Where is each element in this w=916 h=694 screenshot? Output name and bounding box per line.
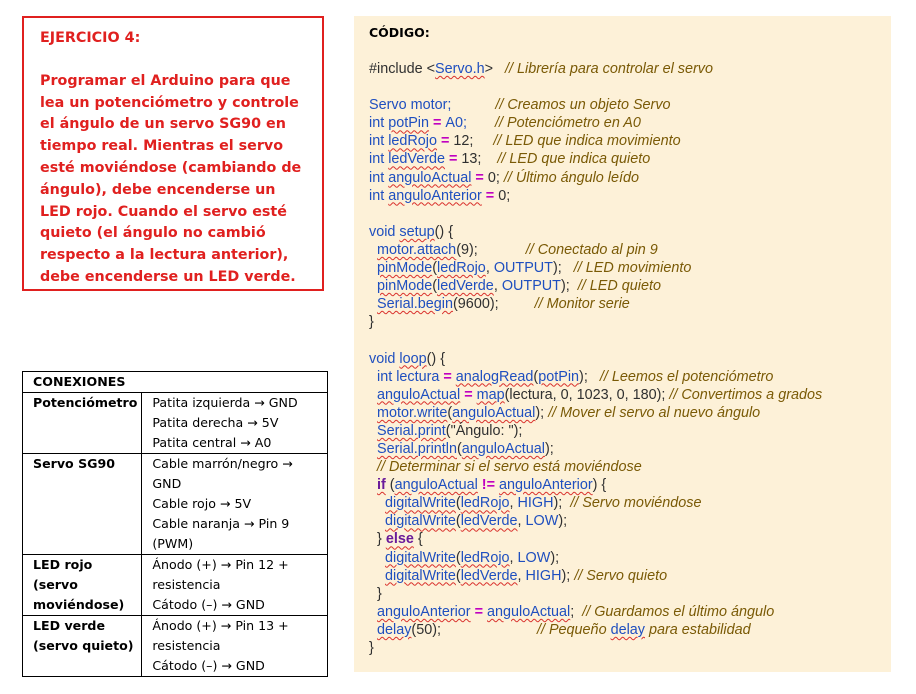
code-token: Servo.h <box>435 61 485 77</box>
code-token: digitalWrite <box>385 567 456 584</box>
code-token: // LED movimiento <box>573 260 692 277</box>
code-token <box>369 568 385 584</box>
code-line <box>369 223 822 241</box>
code-token: // Pequeño <box>536 621 611 638</box>
code-line <box>369 169 822 187</box>
code-line <box>369 512 822 530</box>
code-token: LOW <box>517 549 551 566</box>
connection-row <box>23 616 328 677</box>
code-token: , <box>509 495 518 512</box>
code-token: int lectura <box>377 368 440 385</box>
code-line <box>369 386 822 404</box>
code-token: = <box>439 368 456 385</box>
connection-wiring <box>142 555 328 616</box>
code-token: anguloActual <box>388 169 472 186</box>
code-token: A0; <box>445 115 468 132</box>
code-line <box>369 150 822 168</box>
code-token: LOW <box>525 513 559 530</box>
code-token: = <box>481 187 499 204</box>
code-line <box>369 350 822 368</box>
code-token: 0; <box>498 187 511 204</box>
code-line <box>369 60 822 78</box>
code-line <box>369 476 822 494</box>
code-token: ( <box>455 495 461 512</box>
code-line <box>369 494 822 512</box>
code-token: digitalWrite <box>385 513 456 530</box>
code-token: int <box>369 115 389 132</box>
code-token: , <box>509 549 518 566</box>
code-token: int <box>369 169 389 186</box>
code-token <box>369 242 377 258</box>
code-token: potPin <box>538 368 580 385</box>
code-token <box>369 550 385 566</box>
code-token: OUTPUT <box>501 278 561 295</box>
code-token: HIGH <box>517 495 554 512</box>
code-token: motor.write <box>377 404 448 421</box>
code-token: ( <box>455 549 461 566</box>
code-line <box>369 96 822 114</box>
code-token: , <box>493 278 502 295</box>
code-token: } <box>369 314 374 331</box>
wiring-line: Ánodo (+) → Pin 13 + resistencia <box>152 618 289 653</box>
code-token: // Potenciómetro en A0 <box>495 115 641 132</box>
code-panel <box>354 16 891 672</box>
code-line <box>369 331 822 349</box>
code-token: ); <box>561 567 575 584</box>
code-token <box>369 405 377 421</box>
code-token: (lectura, 0, 1023, 0, 180); <box>504 386 670 403</box>
code-token: ); <box>535 404 549 421</box>
code-token: // Servo moviéndose <box>570 495 702 512</box>
code-token: 12; <box>453 133 494 150</box>
code-line <box>369 187 822 205</box>
code-line <box>369 458 822 476</box>
code-line <box>369 440 822 458</box>
code-token: ( <box>385 477 395 494</box>
code-token <box>369 387 377 403</box>
code-token: anguloActual <box>487 603 571 620</box>
code-token <box>369 513 385 529</box>
code-token: setup <box>399 223 435 240</box>
code-token: ledRojo <box>437 260 486 277</box>
code-line <box>369 132 822 150</box>
connection-component: Servo SG90 <box>23 454 142 555</box>
code-token: ( <box>533 368 539 385</box>
code-token: , <box>517 513 526 530</box>
code-token: // LED que indica movimiento <box>493 133 681 150</box>
code-token: pinMode <box>377 260 433 277</box>
wiring-line: Cable marrón/negro → GND <box>152 456 293 491</box>
wiring-line: Patita central → A0 <box>152 435 272 450</box>
code-token <box>467 115 495 131</box>
code-token: void <box>369 350 400 367</box>
code-line <box>369 549 822 567</box>
code-line <box>369 404 822 422</box>
code-line <box>369 422 822 440</box>
code-token: int <box>369 187 389 204</box>
wiring-line: Cable naranja → Pin 9 (PWM) <box>152 516 290 551</box>
code-token: ); <box>550 549 560 566</box>
code-token: void <box>369 223 400 240</box>
connection-row <box>23 454 328 555</box>
code-token: anguloAnterior <box>377 603 471 620</box>
code-token: ledVerde <box>388 151 446 168</box>
code-line <box>369 114 822 132</box>
code-token: anguloActual <box>461 440 546 457</box>
code-token <box>369 260 377 276</box>
code-token: ( <box>455 567 461 584</box>
connection-wiring <box>142 393 328 454</box>
code-token <box>369 441 377 457</box>
code-token: delay <box>610 621 645 638</box>
code-token: HIGH <box>525 567 562 584</box>
code-token: ledRojo <box>460 495 510 512</box>
code-token <box>369 296 377 312</box>
code-token: ledRojo <box>460 549 510 566</box>
code-line <box>369 585 822 603</box>
code-token: // Último ángulo leído <box>503 169 640 186</box>
wiring-line: Cátodo (–) → GND <box>152 597 265 612</box>
code-token: // Convertimos a grados <box>669 386 823 403</box>
code-token: ledVerde <box>460 513 518 530</box>
code-token: // Guardamos el último ángulo <box>582 603 775 620</box>
code-token: ); <box>558 513 568 530</box>
code-line <box>369 78 822 96</box>
code-token <box>369 604 377 620</box>
code-token <box>369 278 377 294</box>
wiring-line: Cátodo (–) → GND <box>152 658 265 673</box>
connection-row <box>23 393 328 454</box>
wiring-line: Patita derecha → 5V <box>152 415 279 430</box>
code-token: ); <box>552 260 574 277</box>
code-line <box>369 567 822 585</box>
connection-row <box>23 555 328 616</box>
code-token: (9600); <box>453 296 535 313</box>
code-token: ( <box>447 404 453 421</box>
code-token: anguloActual <box>452 404 536 421</box>
connection-wiring <box>142 454 328 555</box>
code-token: map <box>476 386 505 403</box>
code-token: ) { <box>592 477 607 494</box>
code-line <box>369 639 822 657</box>
code-token: } <box>369 531 386 548</box>
code-token: { <box>413 531 423 548</box>
code-token: 0; <box>487 169 504 186</box>
code-token: para estabilidad <box>644 621 751 638</box>
code-token: = <box>429 115 446 132</box>
code-token: // Servo quieto <box>574 567 668 584</box>
code-token: (9); <box>456 241 526 258</box>
code-token: () { <box>426 350 446 367</box>
code-token: ( <box>432 278 437 295</box>
code-token: , <box>485 260 494 277</box>
code-token: int <box>369 151 389 168</box>
code-token <box>369 622 377 638</box>
code-line <box>369 295 822 313</box>
connections-header: CONEXIONES <box>23 372 328 393</box>
code-token: analogRead <box>455 368 534 385</box>
code-token: > <box>484 61 506 77</box>
code-token: ); <box>579 368 600 385</box>
code-token: ); <box>553 495 571 512</box>
code-token: // Monitor serie <box>534 296 630 313</box>
code-token: #include < <box>369 61 436 77</box>
connection-component: LED rojo (servo moviéndose) <box>23 555 142 616</box>
code-token: ledVerde <box>437 278 494 295</box>
code-token: = <box>470 603 488 620</box>
code-token: // Conectado al pin 9 <box>525 241 658 258</box>
code-token: // LED que indica quieto <box>497 151 651 168</box>
code-token: = <box>445 151 462 168</box>
code-token: digitalWrite <box>385 549 456 566</box>
code-token <box>369 369 377 385</box>
code-token <box>369 477 377 493</box>
code-line <box>369 368 822 386</box>
code-token: = <box>471 169 488 186</box>
code-block <box>369 60 822 657</box>
code-token: // Mover el servo al nuevo ángulo <box>548 404 761 421</box>
connections-table <box>22 371 328 677</box>
code-token: anguloActual <box>377 386 461 403</box>
code-token: // Determinar si el servo está moviéndose <box>377 459 642 476</box>
code-token: ( <box>432 260 437 277</box>
code-token: ("Ángulo: "); <box>445 422 523 439</box>
code-line <box>369 530 822 548</box>
code-line <box>369 621 822 639</box>
code-token: // Creamos un objeto Servo <box>495 97 671 114</box>
code-line <box>369 259 822 277</box>
code-token <box>369 459 377 475</box>
code-token: ; <box>570 603 583 620</box>
code-token: anguloAnterior <box>388 187 482 204</box>
wiring-line: Ánodo (+) → Pin 12 + resistencia <box>152 557 289 592</box>
code-token <box>369 495 385 511</box>
code-token: } <box>369 585 382 602</box>
code-token: Serial.begin <box>377 296 454 313</box>
code-token: loop <box>399 350 427 367</box>
connection-component: Potenciómetro <box>23 393 142 454</box>
code-token: delay <box>377 621 412 638</box>
connection-wiring <box>142 616 328 677</box>
code-token: ledRojo <box>388 133 438 150</box>
code-token: 13; <box>461 151 498 168</box>
exercise-box <box>22 16 324 291</box>
code-token: else <box>385 531 414 548</box>
code-token: () { <box>434 223 454 240</box>
code-token: ( <box>457 440 462 457</box>
code-token: != <box>477 477 500 494</box>
code-token: = <box>460 386 477 403</box>
code-token: pinMode <box>377 278 433 295</box>
code-line <box>369 277 822 295</box>
code-token: // LED quieto <box>577 278 661 295</box>
wiring-line: Cable rojo → 5V <box>152 496 252 511</box>
code-token: Serial.print <box>377 422 446 439</box>
code-token: ( <box>455 513 461 530</box>
code-line <box>369 241 822 259</box>
code-token: potPin <box>388 115 430 132</box>
code-line <box>369 205 822 223</box>
code-token: // Librería para controlar el servo <box>505 61 713 77</box>
exercise-title: EJERCICIO 4: <box>40 30 141 46</box>
code-token: digitalWrite <box>385 495 456 512</box>
code-token: anguloActual <box>394 477 478 494</box>
code-token <box>451 97 495 113</box>
code-token: OUTPUT <box>493 260 553 277</box>
code-token: Servo motor; <box>369 97 452 114</box>
code-token: ledVerde <box>460 567 518 584</box>
code-token: (50); <box>411 621 537 638</box>
code-token: = <box>437 133 454 150</box>
wiring-line: Patita izquierda → GND <box>152 395 298 410</box>
connection-component: LED verde (servo quieto) <box>23 616 142 677</box>
code-line <box>369 603 822 621</box>
code-token: int <box>369 133 389 150</box>
code-token: // Leemos el potenciómetro <box>599 368 774 385</box>
code-token <box>369 423 377 439</box>
code-token: motor.attach <box>377 241 457 258</box>
code-token: anguloAnterior <box>499 477 593 494</box>
exercise-description: Programar el Arduino para que lea un potenciómetro y controle el ángulo de un servo SG90 en tiempo real. Mientras el servo esté moviéndose (cambiando de ángulo), debe encenderse un LED rojo. Cuando el servo esté quieto (el ángulo no cambió respecto a la lectura anterior), debe encenderse un LED verde. <box>40 72 302 285</box>
code-token: ); <box>560 278 578 295</box>
code-title: CÓDIGO: <box>369 25 430 40</box>
code-line <box>369 313 822 331</box>
code-token: , <box>517 567 526 584</box>
code-token: ); <box>545 440 554 457</box>
code-token: Serial.println <box>377 440 457 457</box>
code-token: } <box>369 640 374 656</box>
code-token: if <box>377 477 386 494</box>
